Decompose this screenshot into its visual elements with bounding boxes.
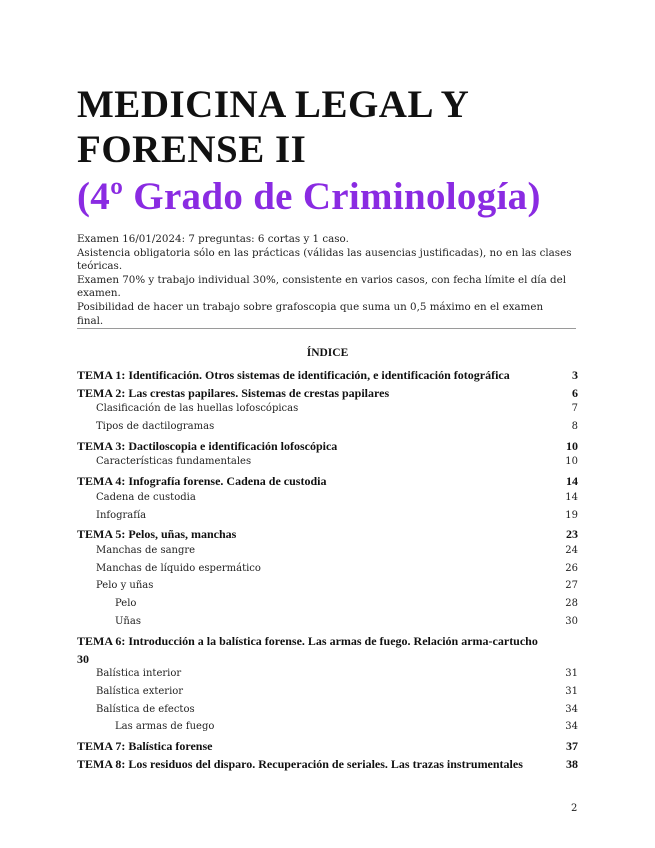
toc-section-entry[interactable] bbox=[77, 686, 578, 704]
toc-entry-page: 37 bbox=[566, 739, 578, 754]
toc-entry-label: TEMA 7: Balística forense bbox=[77, 739, 213, 754]
toc-entry-label: Tipos de dactilogramas bbox=[96, 421, 215, 433]
toc-entry-label: Pelo y uñas bbox=[96, 580, 154, 592]
toc-entry-label: Las armas de fuego bbox=[115, 721, 215, 733]
toc-entry-label: Manchas de sangre bbox=[96, 544, 196, 556]
toc-entry-label: Balística de efectos bbox=[96, 703, 195, 715]
toc-entry-page: 31 bbox=[565, 686, 578, 697]
toc-entry-page: 10 bbox=[566, 438, 578, 453]
document-title: MEDICINA LEGAL Y FORENSE II bbox=[77, 83, 468, 171]
toc-entry-page: 14 bbox=[565, 491, 578, 503]
toc-chapter-entry[interactable] bbox=[77, 757, 578, 775]
toc-entry-page: 7 bbox=[571, 403, 578, 415]
toc-entry-page: 6 bbox=[572, 385, 578, 400]
info-line: Examen 70% y trabajo individual 30%, consistente en varios casos, con fecha límite el día del examen. bbox=[77, 273, 566, 300]
toc-section-entry[interactable] bbox=[77, 403, 578, 421]
toc-entry-page: 34 bbox=[565, 703, 578, 715]
toc-entry-label: TEMA 6: Introducción a la balística forense. Las armas de fuego. Relación arma-cartucho bbox=[77, 634, 538, 649]
document-subtitle: (4º Grado de Criminología) bbox=[77, 175, 541, 218]
toc-entry-page: 10 bbox=[565, 456, 578, 468]
toc-entry-page: 31 bbox=[565, 668, 578, 680]
toc-entry-label: Balística interior bbox=[96, 668, 182, 680]
toc-entry-label: TEMA 4: Infografía forense. Cadena de custodia bbox=[77, 474, 327, 489]
toc-entry-page: 24 bbox=[565, 544, 578, 556]
toc-entry-label: TEMA 5: Pelos, uñas, manchas bbox=[77, 527, 237, 542]
toc-entry-label: Infografía bbox=[96, 509, 147, 521]
info-line: Examen 16/01/2024: 7 preguntas: 6 cortas y 1 caso. bbox=[77, 233, 349, 245]
toc-section-entry[interactable] bbox=[77, 580, 578, 598]
toc-chapter-entry[interactable] bbox=[77, 386, 578, 404]
toc-entry-label: Manchas de líquido espermático bbox=[96, 562, 261, 574]
toc-entry-label: TEMA 3: Dactiloscopia e identificación lofoscópica bbox=[77, 438, 338, 453]
toc-entry-label: Pelo bbox=[115, 597, 137, 609]
toc-chapter-entry[interactable] bbox=[77, 633, 578, 668]
toc-entry-label: Características fundamentales bbox=[96, 456, 252, 468]
toc-chapter-entry[interactable] bbox=[77, 527, 578, 545]
divider bbox=[77, 328, 576, 329]
toc-entry-page: 30 bbox=[77, 651, 89, 666]
toc-section-entry[interactable] bbox=[77, 704, 578, 722]
toc-entry-page: 14 bbox=[566, 474, 578, 489]
info-line: Asistencia obligatoria sólo en las prácticas (válidas las ausencias justificadas), no en las clases teóricas. bbox=[77, 246, 572, 273]
toc-entry-label: Uñas bbox=[115, 615, 141, 627]
toc-section-entry[interactable] bbox=[77, 421, 578, 439]
toc-entry-page: 19 bbox=[565, 509, 578, 521]
toc-chapter-entry[interactable] bbox=[77, 739, 578, 757]
toc-entry-page: 3 bbox=[572, 368, 578, 382]
toc-entry-label: TEMA 8: Los residuos del disparo. Recuperación de seriales. Las trazas instrumentales bbox=[77, 756, 523, 771]
toc-entry-page: 34 bbox=[565, 721, 578, 733]
toc-chapter-entry[interactable] bbox=[77, 474, 578, 492]
toc-section-entry[interactable] bbox=[77, 668, 578, 686]
page-number: 2 bbox=[571, 803, 578, 814]
toc-entry-page: 23 bbox=[566, 527, 578, 542]
toc-entry-page: 27 bbox=[565, 580, 578, 592]
toc-section-entry[interactable] bbox=[77, 510, 578, 528]
toc-entry-label: Cadena de custodia bbox=[96, 491, 196, 503]
toc-entry-page: 8 bbox=[571, 421, 578, 433]
table-of-contents bbox=[77, 368, 578, 774]
toc-chapter-entry[interactable] bbox=[77, 439, 578, 457]
toc-entry-page: 38 bbox=[566, 756, 578, 771]
toc-section-entry[interactable] bbox=[77, 456, 578, 474]
toc-entry-page: 30 bbox=[565, 615, 578, 627]
toc-section-entry[interactable] bbox=[77, 598, 578, 616]
toc-section-entry[interactable] bbox=[77, 721, 578, 739]
toc-entry-page: 26 bbox=[565, 562, 578, 574]
toc-entry-label: TEMA 1: Identificación. Otros sistemas de identificación, e identificación fotográfica bbox=[77, 368, 510, 382]
toc-entry-label: Clasificación de las huellas lofoscópicas bbox=[96, 403, 299, 415]
toc-section-entry[interactable] bbox=[77, 545, 578, 563]
toc-chapter-entry[interactable] bbox=[77, 368, 578, 386]
toc-entry-label: TEMA 2: Las crestas papilares. Sistemas de crestas papilares bbox=[77, 385, 390, 400]
toc-title: ÍNDICE bbox=[306, 347, 349, 359]
info-line: Posibilidad de hacer un trabajo sobre grafoscopia que suma un 0,5 máximo en el examen final. bbox=[77, 300, 544, 327]
course-info bbox=[77, 233, 572, 328]
toc-section-entry[interactable] bbox=[77, 492, 578, 510]
toc-section-entry[interactable] bbox=[77, 616, 578, 634]
toc-section-entry[interactable] bbox=[77, 563, 578, 581]
toc-entry-page: 28 bbox=[565, 597, 578, 609]
toc-entry-label: Balística exterior bbox=[96, 686, 184, 697]
